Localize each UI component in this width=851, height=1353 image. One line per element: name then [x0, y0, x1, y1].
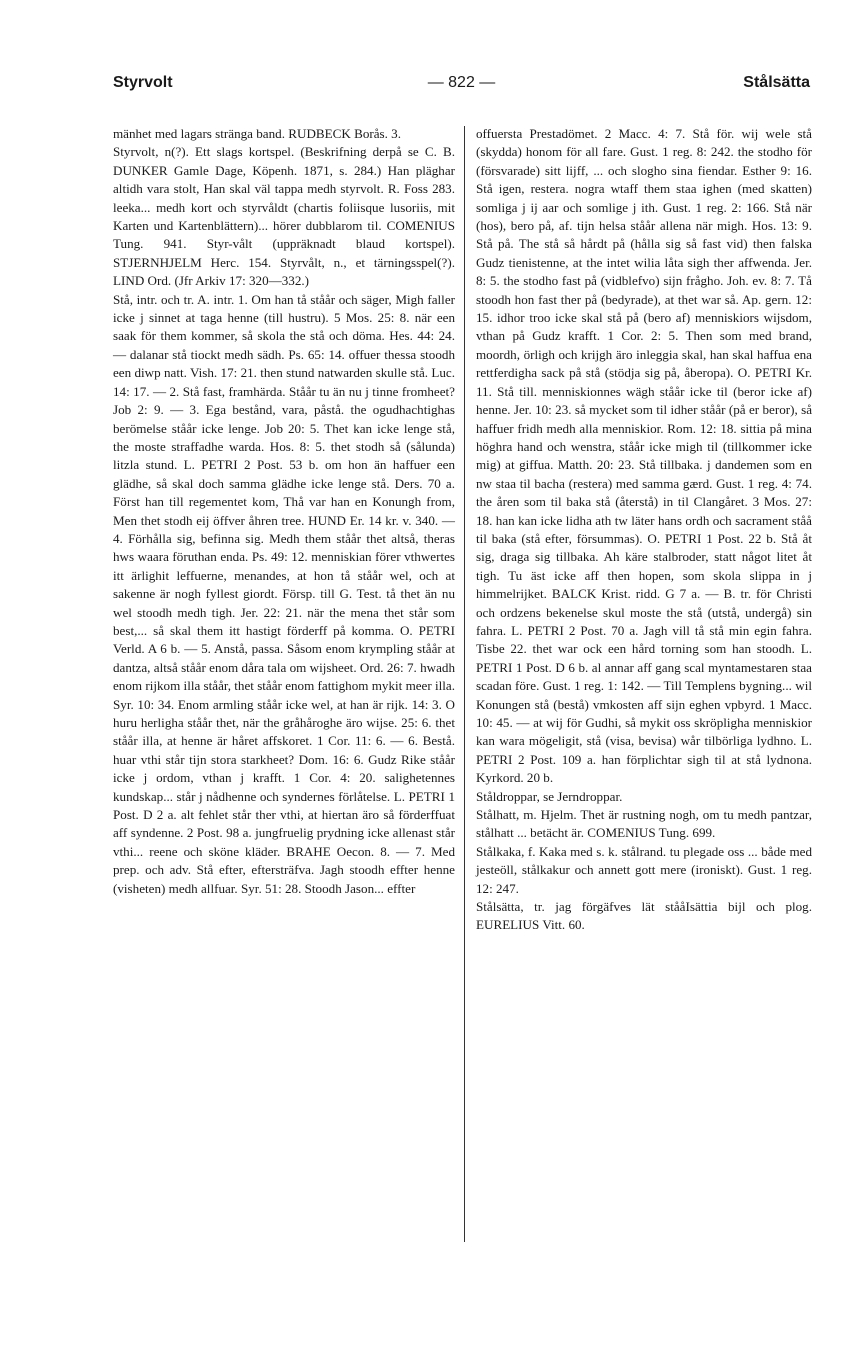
page-header [113, 74, 810, 98]
entry-sta: Stå, intr. och tr. A. intr. 1. Om han tå ståår och säger, Migh faller icke j sinnet at taga henne (till hustru). 5 Mos. 25: 8. när een saak för them kommer, så skola the stå och döma. Hes. 44: 24. — dalanar stå tiockt medh sädh. Ps. 65: 14. offuer thessa stoodh een diwp natt. Vish. 17: 21. then stund natwarden skulle stå. Luc. 14: 17. — 2. Stå fast, framhärda. Ståår tu än nu j tinne fromheet? Job 2: 9. — 3. Ega bestånd, vara, påstå. the ogudhachtighas berömelse ståår icke lenge. Job 20: 5. Thet kan icke lenge stå, the moste straffadhe warda. Hos. 8: 5. thet stodh så (sålunda) litzla stund. L. PETRI 2 Post. 53 b. om hon än haffuer een glädhe, så skal doch samma glädhe icke lenge stå. Ders. 70 a. Först han till regementet kom, Thå var han en Konungh from, Men thet stodh eij öffver åhren tree. HUND Er. 14 kr. v. 340. — 4. Förhålla sig, befinna sig. Medh them ståår thet altså, theras hws waara föruthan enda. Ps. 49: 12. menniskian förer vthwertes itt ärlighit leffuerne, menandes, at hon tå ståår wel, och at sakenne är nogh fyllest giordt. Försp. till G. Test. tå thet än nu wel stoodh medh tigh. Jer. 22: 21. när the mena thet står som best,... så skal them itt hastigt förderff på komma. O. PETRI Verld. A 6 b. — 5. Anstå, passa. Såsom enom krympling ståår at dantza, altså ståår enom dåra tala om wijsheet. Ord. 26: 7. hwadh enom rijkom illa ståår, thet ståår enom fattighom mykit meer illa. Syr. 10: 34. Enom armling ståår icke wel, at han är rijk. 14: 3. O huru herligha ståår thet, när the gråhåroghe äro wijse. 25: 6. thet ståår illa, at henne är håret affskoret. 1 Cor. 11: 6. — 6. Bestå. huar vthi står tijn stora starkheet? Dom. 16: 6. Gudz Rike ståår icke j ordom, vthan j krafft. 1 Cor. 4: 20. salighetennes kundskap... står j nådhenne och syndernes förlåtelse. L. PETRI 1 Post. D 2 a. alt fehlet står ther vthi, at hiertan äro så förderffuat aff syndenne. 2 Post. 98 a. jungfruelig prydning icke allenast står vthi... reene och sköne kläder. BRAHE Oecon. 8. — 7. Med prep. och adv. Stå efter, eftersträfva. Jagh stoodh effter henne (visheten) medh allfuar. Syr. 51: 28. Stoodh Jason... effter [113, 291, 456, 896]
entry-sta-continued: offuersta Prestadömet. 2 Macc. 4: 7. Stå för. wij wele stå (skydda) honom för all fare. Gust. 1 reg. 8: 242. the stodho för (försvarade) sitt lijff, ... och slogho sina fiendar. Esther 9: 16. Stå igen, restera. nogra wtaff them staa ighen (med skatten) somliga j ij aar och somlige j ith. Gust. 1 reg. 2: 166. Stå när (hos), bero på, af. tijn helsa ståår allena när migh. Hos. 13: 9. Stå på. The stå så hårdt på (hålla sig så fast vid) then falska Gudz tienistenne, at the intet wilia låta sigh ther affwenda. Jer. 8: 5. the stodho fast på (vidblefvo) sijn frågho. Joh. ev. 8: 7. Tå stoodh hon fast ther på (bedyrade), at thet war så. Ap. gern. 12: 15. idhor troo icke skal stå på (bero af) menniskiors wijsdom, vthan på Gudz krafft. 1 Cor. 2: 5. Then som med brand, moordh, örligh och krijgh äro inleggia skal, han skal haffua ena rettferdigha sack på stå (stödja sig på, åberopa). O. PETRI Kr. 11. Stå till. menniskionnes wägh ståår icke til (beror icke af) henne. Jer. 10: 23. så mycket som til idher ståår (på er beror), så haffuer fridh medh alla menniskior. Rom. 12: 18. sittia på mina höghra hand och wenstra, ståår icke migh til (tillkommer icke mig) at giffua. Matth. 20: 23. Stå tillbaka. j dandemen som en nw staa til bacha (restera) med samma gærd. Gust. 1 reg. 4: 74. the åren som til baka stå (återstå) in til Clangåret. 3 Mos. 27: 18. han kan icke lidha ath tw läter hans ordh och sacrament ståå til baka (stå efter, försummas). O. PETRI 1 Post. 22 b. Stå åt sig, draga sig tillbaka. Ah käre stalbroder, statt något litet åt tigh. Tu äst icke aff then hopen, som skola slippa in j himmelrijket. BALCK Krist. ridd. G 7 a. — B. tr. för Christi och ordzens bekenelse skul moste the stå (utstå, undergå) sin fahra. L. PETRI 2 Post. 70 a. Jagh vill tå stå min egin fahra. Tisbe 22. thet war ock een hård torning som han stoodh. L. PETRI 1 Post. D 6 b. al annar aff gang scal myntamestaren staa scadan före. Gust. 1 reg. 1: 142. — Till Templens bygning... wil Konungen stå (bestå) vmkosten aff sijn eghen vpbyrd. 1 Macc. 10: 45. — at wij för Gudhi, så mykit oss skröpligha menniskior kan wara mögeligit, stå (visa, bevisa) wår tilbörliga lydhno. L. PETRI 2 Post. 109 a. han förplichtar sigh til at stå lydnona. Kyrkord. 20 b. [476, 126, 812, 786]
entry-styrvolt: Styrvolt, n(?). Ett slags kortspel. (Beskrifning derpå se C. B. DUNKER Gamle Dage, Köpenh. 1871, s. 284.) Han pläghar altidh vara stolt, Han skal väl tappa medh styrvolt. R. Foss 283. leeka... medh kort och styrvåldt (chartis foliisque lusoriis, mit Karten und Kartenblättern)... hörer dubblarom til. COMENIUS Tung. 941. Styr-vålt (uppräknadt blaud kortspel). STJERNHJELM Herc. 154. Styrvålt, n., et tärningsspel(?). LIND Ord. (Jfr Arkiv 17: 320—332.) [113, 144, 455, 289]
column-divider [464, 126, 465, 1242]
right-column [476, 125, 812, 935]
header-left-word: Styrvolt [113, 74, 173, 91]
entry-stalsatta: Stålsätta, tr. jag förgäfves lät stååIsättia bijl och plog. EURELIUS Vitt. 60. [476, 899, 812, 933]
entry-stalkaka: Stålkaka, f. Kaka med s. k. stålrand. tu plegade oss ... både med jesteöll, stålkakur och annett gott mere (ironiskt). Gust. 1 reg. 12: 247. [476, 843, 812, 896]
entry-stalhatt: Stålhatt, m. Hjelm. Thet är rustning nogh, om tu medh pantzar, stålhatt ... betächt är. COMENIUS Tung. 699. [476, 807, 812, 841]
entry-continuation: mänhet med lagars stränga band. RUDBECK Borås. 3. [113, 126, 402, 141]
header-right-word: Stålsätta [743, 74, 810, 91]
page-number: — 822 — [427, 74, 496, 91]
entry-staldroppar: Ståldroppar, se Jerndroppar. [476, 788, 623, 804]
left-column [113, 125, 455, 898]
